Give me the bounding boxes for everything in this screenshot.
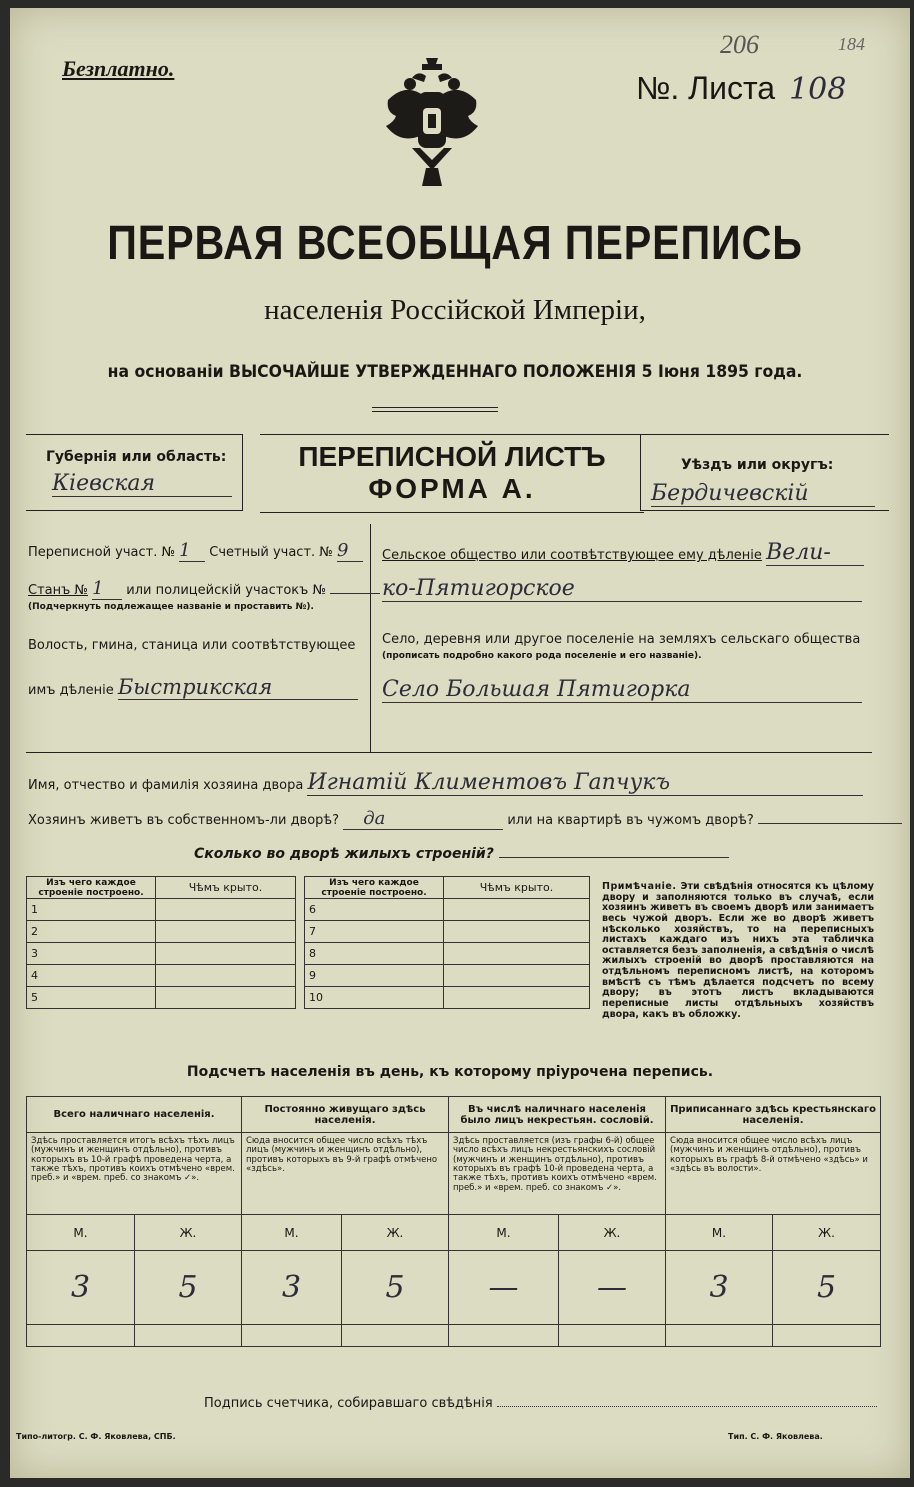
- census-sheet: [10, 8, 910, 1478]
- building-row-number: 9: [305, 965, 444, 987]
- corner-number-1: 206: [720, 30, 759, 59]
- volost-label: Волость, гмина, станица или соотвѣтствующее: [28, 638, 356, 653]
- rent-label: или на квартирѣ въ чужомъ дворѣ?: [507, 813, 754, 828]
- note-text: Эти свѣдѣнія относятся къ цѣлому двору и заполняются только въ случаѣ, если хозяинъ живетъ въ своемъ дворѣ или занимаетъ весь чужой дворъ. Если же во дворѣ живетъ нѣсколько хозяйствъ, то на переписныхъ листахъ каждаго изъ нихъ эта табличка оставляется безъ заполненія, а свѣдѣнія о числѣ жилыхъ строеній во дворѣ проставляются на отдѣльномъ переписномъ листѣ, на которомъ вмѣстѣ съ тѣмъ дѣлается подсчетъ по всему двору; въ этотъ листъ вкладываются переписные листы отдѣльныхъ хозяйствъ двора, какъ въ обложку.: [602, 881, 875, 1020]
- volost-label2: имъ дѣленіе: [28, 683, 114, 698]
- section-divider: [370, 524, 371, 752]
- left-fields: [28, 540, 358, 700]
- sex-header-f: Ж.: [135, 1215, 242, 1251]
- census-area-label: Переписной участ. №: [28, 545, 175, 560]
- village-note: (прописать подробно какого рода поселеніе и его названіе).: [382, 651, 702, 661]
- owner-name-value: Игнатій Климентовъ Гапчукъ: [307, 770, 863, 796]
- owner-section: [28, 770, 876, 862]
- sex-header-f: Ж.: [559, 1215, 666, 1251]
- note: [602, 882, 874, 1020]
- sex-header-f: Ж.: [342, 1215, 449, 1251]
- stan-tail: или полицейскій участокъ №: [126, 583, 326, 598]
- count-header-permanent: Постоянно живущаго здѣсь населенія.: [242, 1097, 449, 1133]
- col-roof-header: Чѣмъ крыто.: [156, 877, 296, 899]
- volost-value: Быстрикская: [118, 675, 358, 700]
- free-label: Безплатно.: [62, 56, 175, 81]
- count-value: 5: [773, 1251, 881, 1325]
- footer-right: Тип. С. Ф. Яковлева.: [728, 1432, 823, 1441]
- count-desc-present: Здѣсь проставляется итогъ всѣхъ тѣхъ лицъ (мужчинъ и женщинъ отдѣльно), противъ которыхъ въ 10-й графѣ проведена черта, а также тѣхъ, противъ коихъ отмѣчено «врем. преб.» и «врем. преб. со знакомъ ✓».: [27, 1133, 242, 1215]
- form-title-box: [260, 434, 644, 513]
- guberniya-label: Губернія или область:: [46, 449, 227, 465]
- note-title: Примѣчаніе.: [602, 881, 677, 892]
- corner-number-2: 184: [838, 34, 865, 54]
- count-value: 3: [666, 1251, 773, 1325]
- main-title: ПЕРВАЯ ВСЕОБЩАЯ ПЕРЕПИСЬ: [107, 217, 803, 270]
- society-label: Сельское общество или соотвѣтствующее ему дѣленіе: [382, 548, 762, 563]
- sex-header-m: М.: [449, 1215, 559, 1251]
- count-desc-registered: Сюда вносится общее число всѣхъ лицъ (мужчинъ и женщинъ отдѣльно), противъ которыхъ въ графѣ 8-й отмѣчено «здѣсь» и «здѣсь въ волости».: [666, 1133, 881, 1215]
- building-row-number: 3: [27, 943, 156, 965]
- buildings-table-right: [304, 876, 590, 1009]
- count-value: 3: [242, 1251, 342, 1325]
- own-yard-value: да: [343, 808, 503, 830]
- building-row-number: 7: [305, 921, 444, 943]
- signature-label: Подпись счетчика, собиравшаго свѣдѣнія: [204, 1396, 493, 1411]
- stan-value: 1: [92, 578, 122, 600]
- count-value: 5: [135, 1251, 242, 1325]
- village-label: Село, деревня или другое поселеніе на земляхъ сельскаго общества: [382, 632, 861, 647]
- stan-note: (Подчеркнуть подлежащее названіе и проставить №).: [28, 602, 314, 612]
- basis-line: на основаніи ВЫСОЧАЙШЕ УТВЕРЖДЕННАГО ПОЛОЖЕНІЯ 5 Іюня 1895 года.: [107, 362, 803, 382]
- sex-header-f: Ж.: [773, 1215, 881, 1251]
- signature-line: [204, 1396, 877, 1411]
- right-fields: [382, 540, 874, 703]
- guberniya-value: Кіевская: [52, 471, 232, 497]
- buildings-table-left: [26, 876, 296, 1009]
- uezd-box: [640, 434, 889, 511]
- sex-header-m: М.: [666, 1215, 773, 1251]
- guberniya-box: [26, 434, 243, 511]
- count-desc-permanent: Сюда вносится общее число всѣхъ тѣхъ лицъ (мужчинъ и женщинъ отдѣльно), противъ которыхъ въ 9-й графѣ отмѣчено «здѣсь».: [242, 1133, 449, 1215]
- count-desc-non-peasant: Здѣсь проставляется (изъ графы 6-й) общее число всѣхъ лицъ некрестьянскихъ сословій (мужчинъ и женщинъ отдѣльно), противъ которыхъ въ графѣ 10-й проведена черта, а также тѣхъ, противъ коихъ отмѣчено «врем. преб.» и «врем. преб. со знакомъ ✓».: [449, 1133, 666, 1215]
- building-row-number: 8: [305, 943, 444, 965]
- building-row-number: 10: [305, 987, 444, 1009]
- society-value-2: ко-Пятигорское: [382, 576, 862, 602]
- imperial-eagle-icon: [382, 56, 482, 192]
- buildings-label: Сколько во дворѣ жилыхъ строеній?: [194, 846, 494, 862]
- census-area-value: 1: [179, 540, 205, 562]
- building-row-number: 4: [27, 965, 156, 987]
- building-row-number: 1: [27, 899, 156, 921]
- count-value: —: [449, 1251, 559, 1325]
- count-header-present: Всего наличнаго населенія.: [27, 1097, 242, 1133]
- section-rule: [26, 752, 872, 753]
- society-value-1: Вели-: [766, 540, 864, 566]
- building-row-number: 5: [27, 987, 156, 1009]
- form-title-line2: ФОРМА А.: [368, 473, 536, 504]
- ornament-divider: [372, 407, 498, 412]
- count-area-label: Счетный участ. №: [209, 545, 333, 560]
- count-value: 5: [342, 1251, 449, 1325]
- count-area-value: 9: [337, 540, 363, 562]
- building-row-number: 6: [305, 899, 444, 921]
- count-value: 3: [27, 1251, 135, 1325]
- footer-left: Типо-литогр. С. Ф. Яковлева, СПБ.: [16, 1432, 176, 1441]
- own-yard-label: Хозяинъ живетъ въ собственномъ-ли дворѣ?: [28, 813, 340, 828]
- population-count-table: [26, 1096, 881, 1347]
- col-roof-header: Чѣмъ крыто.: [444, 877, 590, 899]
- sheet-number-label: №. Листа: [636, 70, 776, 106]
- col-built-header: Изъ чего каждое строеніе построено.: [305, 877, 444, 899]
- count-title: Подсчетъ населенія въ день, къ которому пріурочена перепись.: [186, 1064, 714, 1080]
- count-value: —: [559, 1251, 666, 1325]
- sex-header-m: М.: [242, 1215, 342, 1251]
- building-row-number: 2: [27, 921, 156, 943]
- count-header-registered: Приписаннаго здѣсь крестьянскаго населенія.: [666, 1097, 881, 1133]
- stan-label: Станъ №: [28, 583, 88, 598]
- uezd-value: Бердичевскій: [651, 481, 875, 507]
- sheet-number-value: 108: [789, 72, 847, 107]
- count-header-non-peasant: Въ числѣ наличнаго населенія было лицъ некрестьян. сословій.: [449, 1097, 666, 1133]
- col-built-header: Изъ чего каждое строеніе построено.: [27, 877, 156, 899]
- subtitle: населенія Россійской Имперіи,: [264, 294, 646, 326]
- village-value: Село Большая Пятигорка: [382, 677, 862, 703]
- sex-header-m: М.: [27, 1215, 135, 1251]
- owner-name-label: Имя, отчество и фамилія хозяина двора: [28, 778, 304, 793]
- uezd-label: Уѣздъ или округъ:: [681, 457, 834, 473]
- form-title-line1: ПЕРЕПИСНОЙ ЛИСТЪ: [298, 441, 606, 472]
